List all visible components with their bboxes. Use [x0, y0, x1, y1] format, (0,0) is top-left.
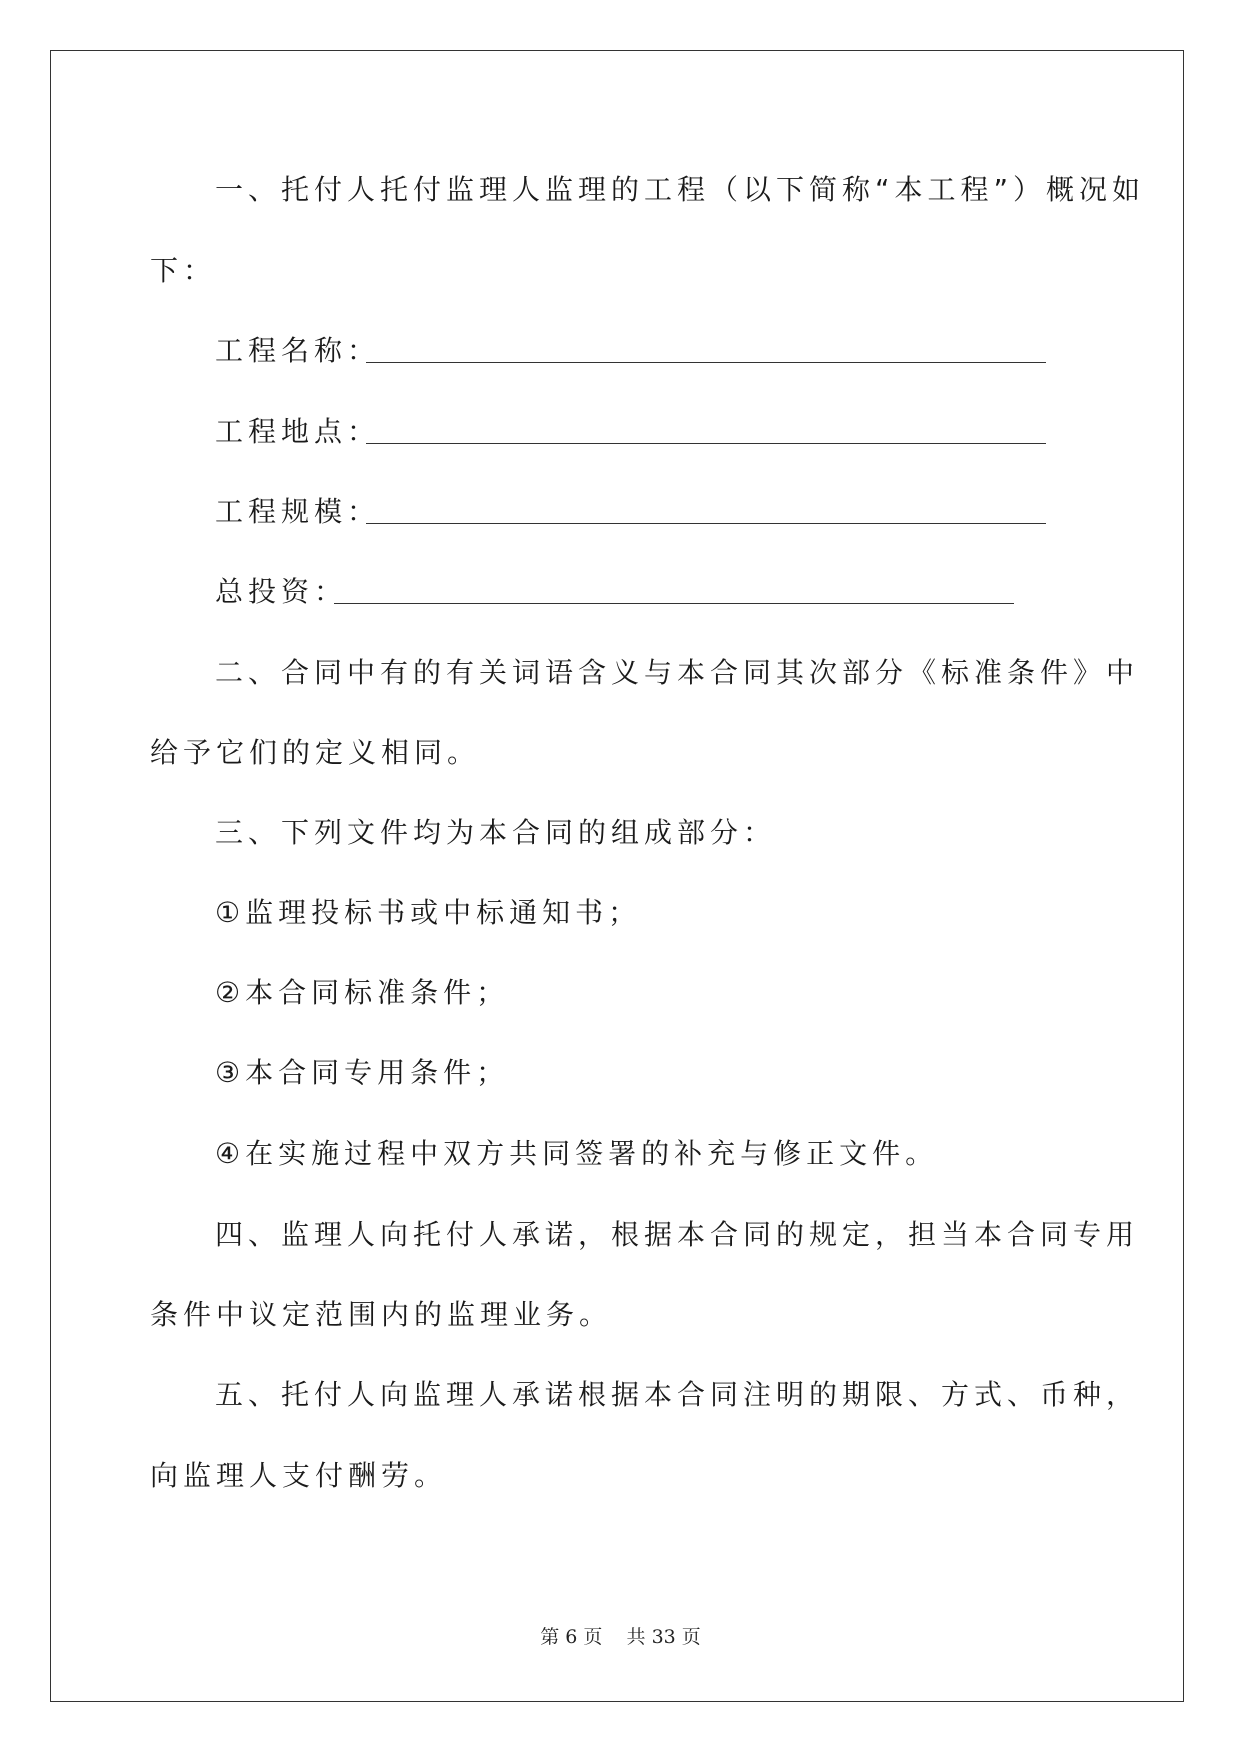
field-blank-project-scale: [366, 523, 1046, 524]
list-item-1: ①监理投标书或中标通知书；: [215, 896, 642, 929]
field-blank-project-location: [366, 443, 1046, 444]
page-border: [50, 50, 1184, 1702]
paragraph-3: 三、下列文件均为本合同的组成部分：: [215, 816, 777, 849]
list-item-3: ③本合同专用条件；: [215, 1056, 510, 1089]
paragraph-1-line-2: 下：: [150, 254, 217, 287]
paragraph-1-line-1: 一、托付人托付监理人监理的工程（以下简称“本工程”）概况如: [215, 173, 1146, 206]
field-blank-project-name: [366, 362, 1046, 363]
paragraph-4-line-1: 四、监理人向托付人承诺，根据本合同的规定，担当本合同专用: [215, 1218, 1140, 1251]
paragraph-5-line-2: 向监理人支付酬劳。: [150, 1459, 448, 1492]
paragraph-2-line-2: 给予它们的定义相同。: [150, 736, 481, 769]
field-label-project-scale: 工程规模：: [215, 495, 381, 528]
page-number-footer: 第 6 页 共 33 页: [540, 1626, 701, 1648]
paragraph-4-line-2: 条件中议定范围内的监理业务。: [150, 1298, 613, 1331]
field-label-total-investment: 总投资：: [215, 575, 348, 608]
list-item-4: ④在实施过程中双方共同签署的补充与修正文件。: [215, 1137, 939, 1170]
paragraph-2-line-1: 二、合同中有的有关词语含义与本合同其次部分《标准条件》中: [215, 656, 1140, 689]
field-label-project-location: 工程地点：: [215, 415, 381, 448]
field-label-project-name: 工程名称：: [215, 334, 381, 367]
paragraph-5-line-1: 五、托付人向监理人承诺根据本合同注明的期限、方式、币种，: [215, 1378, 1140, 1411]
field-blank-total-investment: [334, 603, 1014, 604]
list-item-2: ②本合同标准条件；: [215, 976, 510, 1009]
